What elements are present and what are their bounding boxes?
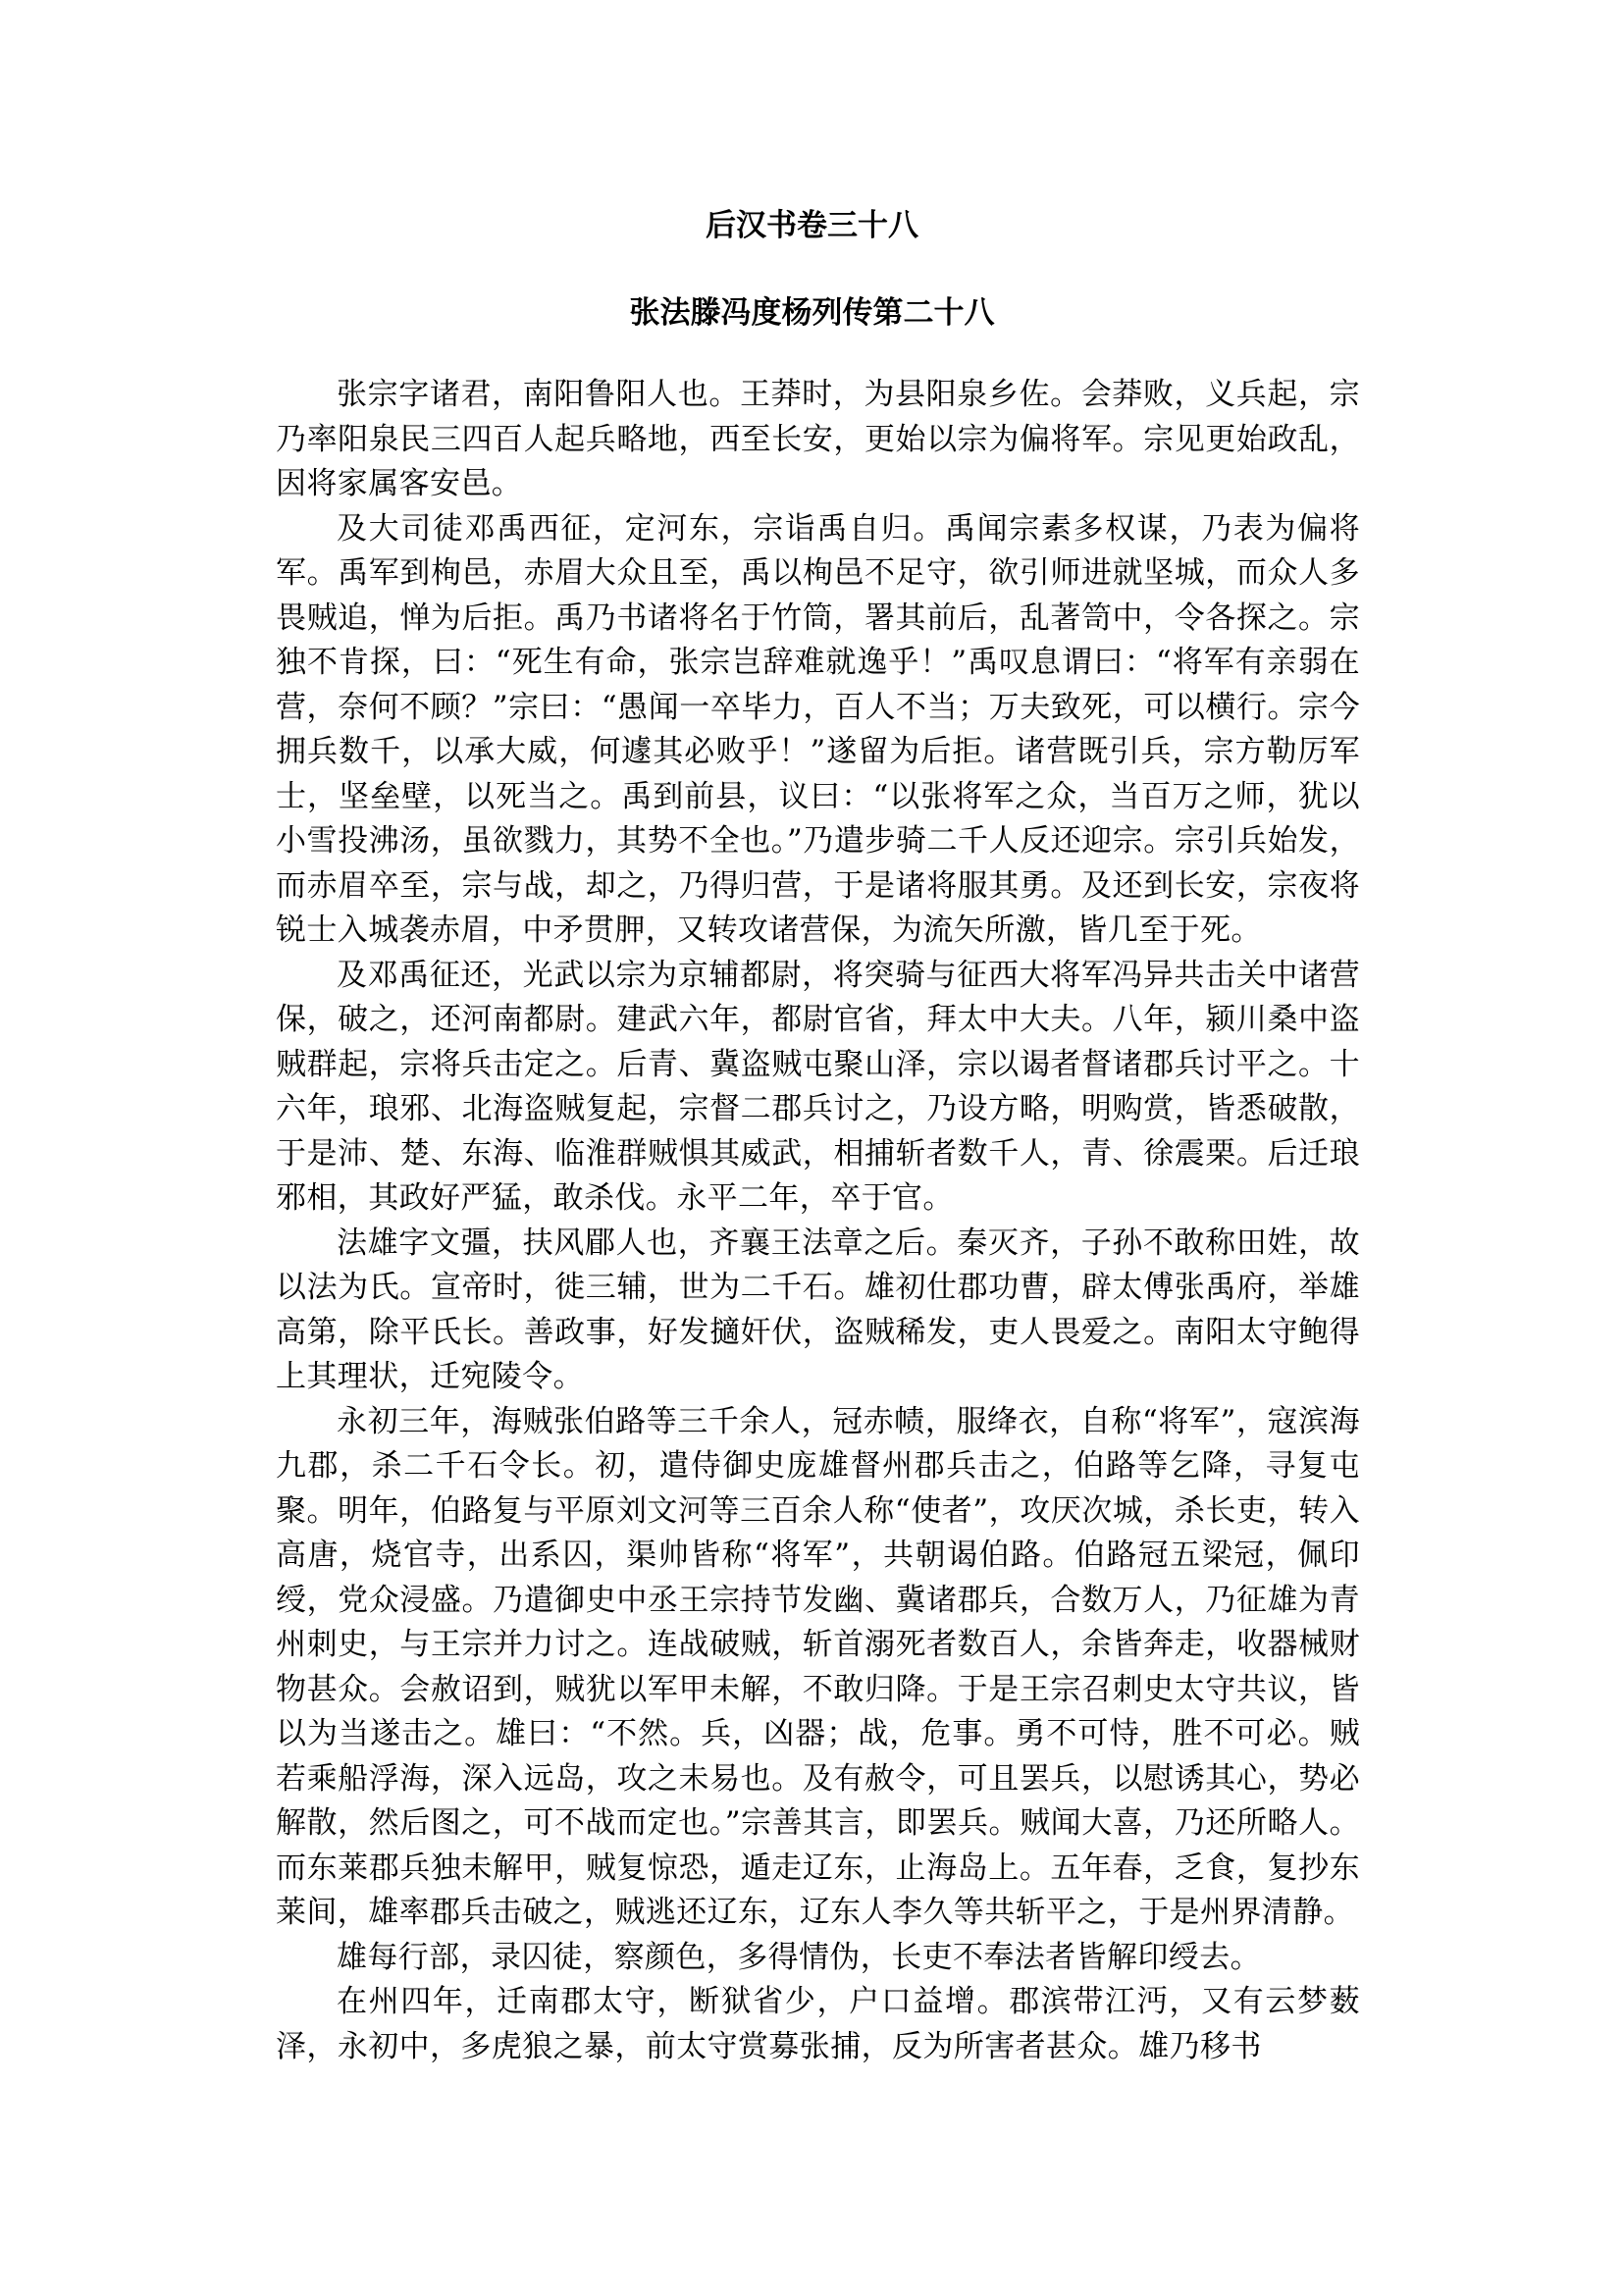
chapter-title: 张法滕冯度杨列传第二十八 (629, 295, 995, 331)
paragraph: 雄每行部，录囚徒，察颜色，多得情伪，长吏不奉法者皆解印绶去。 (337, 1939, 1261, 1975)
paragraph: 在州四年，迁南郡太守，断狱省少，户口益增。郡滨带江沔，又有云梦薮泽，永初中，多虎狼之暴，前太守赏募张捕，反为所害者甚众。雄乃移书 (276, 1984, 1360, 2064)
paragraph: 张宗字诸君，南阳鲁阳人也。王莽时，为县阳泉乡佐。会莽败，义兵起，宗乃率阳泉民三四百人起兵略地，西至长安，更始以宗为偏将军。宗见更始政乱，因将家属客安邑。 (276, 377, 1360, 501)
paragraph: 永初三年，海贼张伯路等三千余人，冠赤帻，服绛衣，自称“将军”，寇滨海九郡，杀二千石令长。初，遣侍御史庞雄督州郡兵击之，伯路等乞降，寻复屯聚。明年，伯路复与平原刘文河等三百余人称“使者”，攻厌次城，杀长吏，转入高唐，烧官寺，出系囚，渠帅皆称“将军”，共朝谒伯路。伯路冠五梁冠，佩印绶，党众浸盛。乃遣御史中丞王宗持节发幽、冀诸郡兵，合数万人，乃征雄为青州刺史，与王宗并力讨之。连战破贼，斩首溺死者数百人，余皆奔走，收器械财物甚众。会赦诏到，贼犹以军甲未解，不敢归降。于是王宗召刺史太守共议，皆以为当遂击之。雄曰：“不然。兵，凶器；战，危事。勇不可恃，胜不可必。贼若乘船浮海，深入远岛，攻之未易也。及有赦令，可且罢兵，以慰诱其心，势必解散，然后图之，可不战而定也。”宗善其言，即罢兵。贼闻大喜，乃还所略人。而东莱郡兵独未解甲，贼复惊恐，遁走辽东，止海岛上。五年春，乏食，复抄东莱间，雄率郡兵击破之，贼逃还辽东，辽东人李久等共斩平之，于是州界清静。 (276, 1403, 1360, 1930)
paragraph: 及大司徒邓禹西征，定河东，宗诣禹自归。禹闻宗素多权谋，乃表为偏将军。禹军到栒邑，赤眉大众且至，禹以栒邑不足守，欲引师进就坚城，而众人多畏贼追，惮为后拒。禹乃书诸将名于竹筒，署其前后，乱著笥中，令各探之。宗独不肯探，曰：“死生有命，张宗岂辞难就逸乎！”禹叹息谓曰：“将军有亲弱在营，奈何不顾？”宗曰：“愚闻一卒毕力，百人不当；万夫致死，可以横行。宗今拥兵数千，以承大威，何遽其必败乎！”遂留为后拒。诸营既引兵，宗方勒厉军士，坚垒壁，以死当之。禹到前县，议曰：“以张将军之众，当百万之师，犹以小雪投沸汤，虽欲戮力，其势不全也。”乃遣步骑二千人反还迎宗。宗引兵始发，而赤眉卒至，宗与战，却之，乃得归营，于是诸将服其勇。及还到长安，宗夜将锐士入城袭赤眉，中矛贯胛，又转攻诸营保，为流矢所激，皆几至于死。 (276, 510, 1360, 948)
body-text (276, 373, 1360, 2069)
paragraph: 及邓禹征还，光武以宗为京辅都尉，将突骑与征西大将军冯异共击关中诸营保，破之，还河南都尉。建武六年，都尉官省，拜太中大夫。八年，颍川桑中盗贼群起，宗将兵击定之。后青、冀盗贼屯聚山泽，宗以谒者督诸郡兵讨平之。十六年，琅邪、北海盗贼复起，宗督二郡兵讨之，乃设方略，明购赏，皆悉破散，于是沛、楚、东海、临淮群贼惧其威武，相捕斩者数千人，青、徐震栗。后迁琅邪相，其政好严猛，敢杀伐。永平二年，卒于官。 (276, 957, 1360, 1216)
book-title: 后汉书卷三十八 (706, 208, 918, 243)
paragraph: 法雄字文彊，扶风郿人也，齐襄王法章之后。秦灭齐，子孙不敢称田姓，故以法为氏。宣帝时，徙三辅，世为二千石。雄初仕郡功曹，辟太傅张禹府，举雄高第，除平氏长。善政事，好发擿奸伏，盗贼稀发，吏人畏爱之。南阳太守鲍得上其理状，迁宛陵令。 (276, 1225, 1360, 1394)
